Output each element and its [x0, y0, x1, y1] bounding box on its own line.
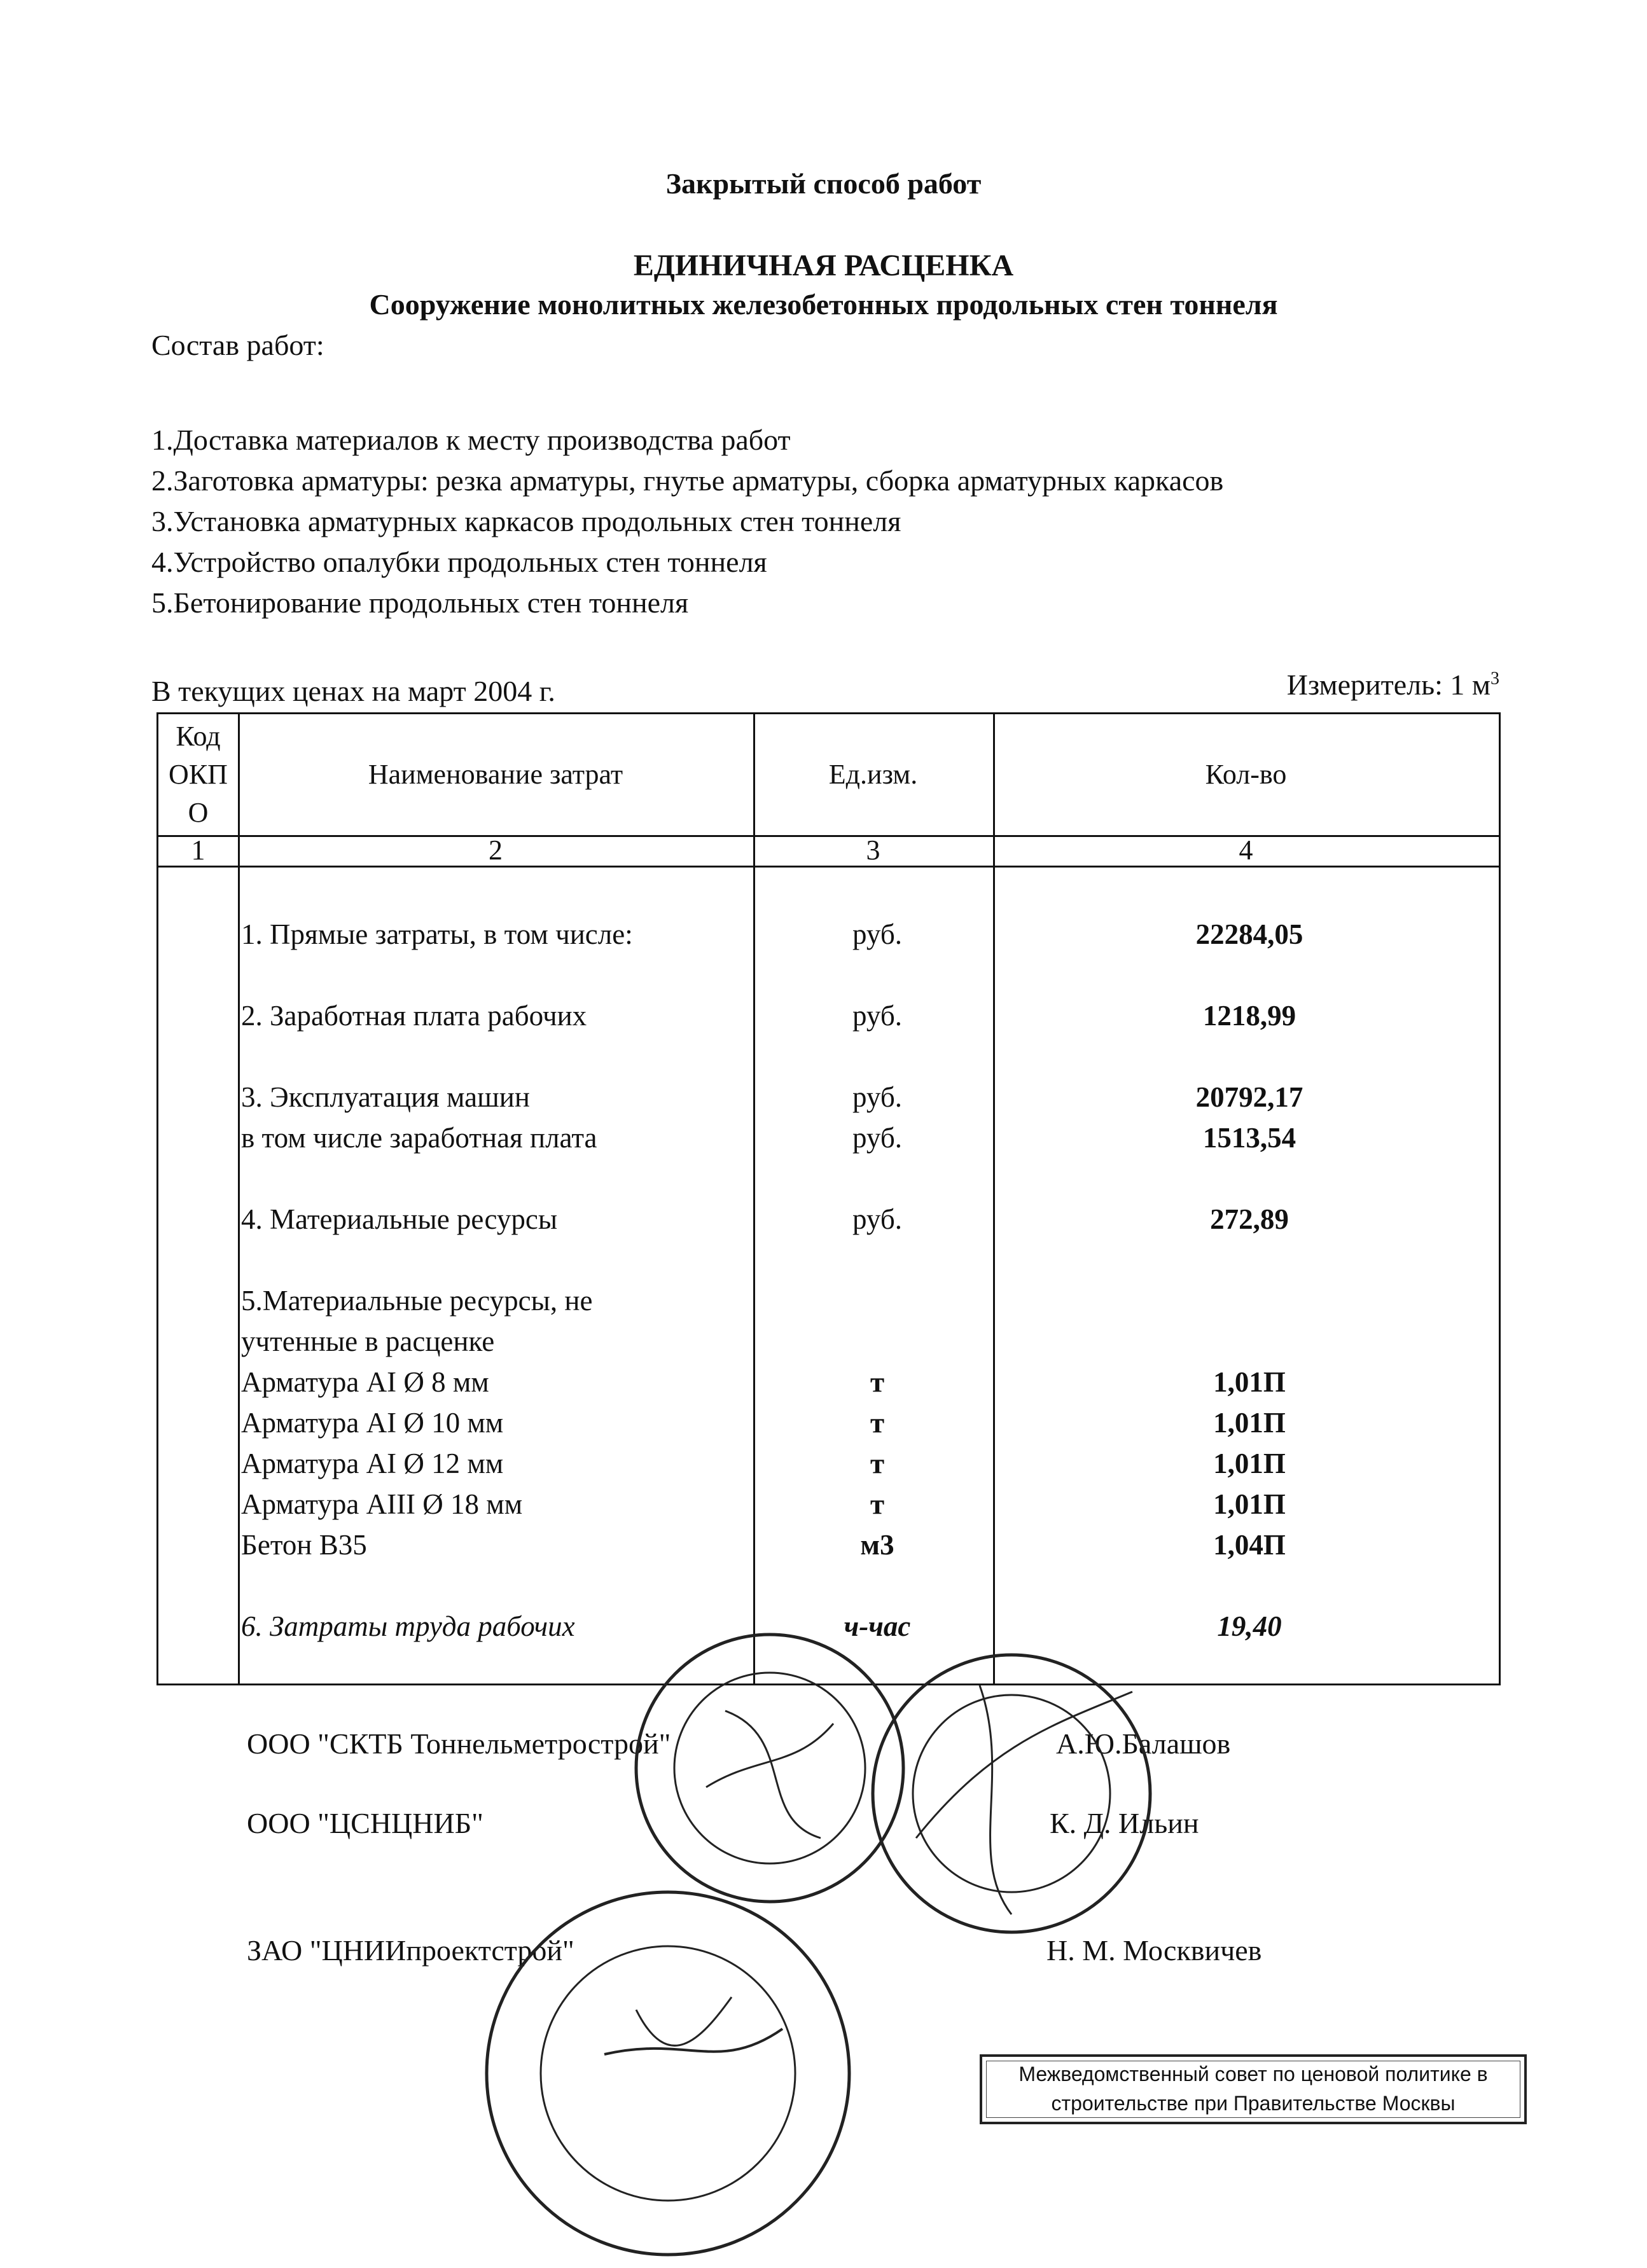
row-unit: руб.: [852, 1000, 902, 1032]
row-unit: т: [870, 1488, 885, 1520]
signature-org: ООО "ЦСНЦНИБ": [247, 1807, 483, 1839]
table-row: [158, 1402, 1499, 1443]
council-stamp-line2: строительстве при Правительстве Москвы: [1051, 2092, 1456, 2115]
row-name: Арматура AI Ø 8 мм: [241, 1366, 489, 1398]
row-name: учтенные в расценке: [241, 1325, 495, 1357]
column-number: 1: [191, 834, 205, 866]
works-list-item: 3.Установка арматурных каркасов продольных стен тоннеля: [151, 505, 901, 537]
costs-table: [156, 712, 1501, 1685]
row-unit: руб.: [852, 918, 902, 950]
header-unit: Ед.изм.: [828, 759, 918, 790]
row-name: в том числе заработная плата: [241, 1122, 597, 1154]
table-row: [158, 1606, 1499, 1647]
signature-person: К. Д. Ильин: [1050, 1807, 1199, 1839]
column-number: 3: [866, 834, 880, 866]
table-row: [158, 1362, 1499, 1402]
signature-person: А.Ю.Балашов: [1056, 1727, 1231, 1760]
row-quantity: 272,89: [1210, 1203, 1289, 1235]
works-list: [151, 420, 1223, 623]
row-name: Арматура AIII Ø 18 мм: [241, 1488, 523, 1520]
row-unit: руб.: [852, 1122, 902, 1154]
prices-date-line: В текущих ценах на март 2004 г.: [151, 675, 555, 707]
table-row: [158, 1280, 1499, 1321]
measure-superscript: 3: [1491, 668, 1499, 689]
row-unit: м3: [860, 1529, 894, 1561]
works-composition-label: Состав работ:: [151, 329, 324, 361]
row-quantity: 20792,17: [1195, 1081, 1303, 1113]
header-code: Код ОКП О: [169, 721, 228, 828]
signature-org: ЗАО "ЦНИИпроектстрой": [247, 1934, 574, 1967]
row-quantity: 1,01П: [1213, 1488, 1286, 1520]
works-list-item: 5.Бетонирование продольных стен тоннеля: [151, 586, 689, 619]
row-quantity: 1,01П: [1213, 1407, 1286, 1439]
table-row: [158, 1077, 1499, 1117]
row-name: 3. Эксплуатация машин: [241, 1081, 530, 1113]
table-row: [158, 1321, 1499, 1362]
works-list-item: 2.Заготовка арматуры: резка арматуры, гнутье арматуры, сборка арматурных каркасов: [151, 464, 1224, 497]
column-number: 2: [489, 834, 503, 866]
row-unit: руб.: [852, 1203, 902, 1235]
measure-label: Измеритель: 1 м: [1286, 668, 1491, 701]
council-stamp-line1: Межведомственный совет по ценовой политике в: [1018, 2063, 1488, 2085]
row-unit: ч-час: [844, 1610, 911, 1642]
row-quantity: 1218,99: [1202, 1000, 1296, 1032]
table-row: [158, 1443, 1499, 1484]
row-name: 1. Прямые затраты, в том числе:: [241, 918, 633, 950]
row-name: Бетон B35: [241, 1529, 367, 1561]
row-quantity: 1,01П: [1213, 1366, 1286, 1398]
row-quantity: 19,40: [1217, 1610, 1282, 1642]
work-method-title: Закрытый способ работ: [665, 167, 982, 200]
council-stamp: [980, 2054, 1527, 2124]
document-type-title: ЕДИНИЧНАЯ РАСЦЕНКА: [633, 249, 1014, 282]
row-unit: т: [870, 1448, 885, 1479]
signature-org: ООО "СКТБ Тоннельметрострой": [247, 1727, 671, 1760]
document-subject-title: Сооружение монолитных железобетонных продольных стен тоннеля: [369, 288, 1278, 321]
table-row: [158, 1484, 1499, 1525]
row-quantity: 1,01П: [1213, 1448, 1286, 1479]
works-list-item: 4.Устройство опалубки продольных стен тоннеля: [151, 546, 767, 578]
table-divider: [158, 866, 1499, 868]
row-name: Арматура AI Ø 10 мм: [241, 1407, 504, 1439]
header-cost-name: Наименование затрат: [368, 759, 623, 790]
row-quantity: 1513,54: [1202, 1122, 1296, 1154]
row-unit: руб.: [852, 1081, 902, 1113]
round-stamp-tsnsnib: [865, 1647, 1158, 1940]
column-number: 4: [1239, 834, 1253, 866]
measure-unit: [1287, 668, 1499, 702]
row-name: 2. Заработная плата рабочих: [241, 1000, 587, 1032]
table-row: [158, 1525, 1499, 1565]
row-quantity: 22284,05: [1195, 918, 1303, 950]
row-unit: т: [870, 1407, 885, 1439]
table-row: [158, 914, 1499, 955]
row-name: 5.Материальные ресурсы, не: [241, 1285, 593, 1317]
row-name: 6. Затраты труда рабочих: [241, 1610, 575, 1642]
header-quantity: Кол-во: [1205, 759, 1287, 790]
table-row: [158, 995, 1499, 1036]
table-row: [158, 1199, 1499, 1240]
row-name: 4. Материальные ресурсы: [241, 1203, 558, 1235]
signature-person: Н. М. Москвичев: [1046, 1934, 1262, 1967]
works-list-item: 1.Доставка материалов к месту производства работ: [151, 424, 791, 456]
row-unit: т: [870, 1366, 885, 1398]
row-quantity: 1,04П: [1213, 1529, 1286, 1561]
row-name: Арматура AI Ø 12 мм: [241, 1448, 504, 1479]
table-row: [158, 1117, 1499, 1158]
